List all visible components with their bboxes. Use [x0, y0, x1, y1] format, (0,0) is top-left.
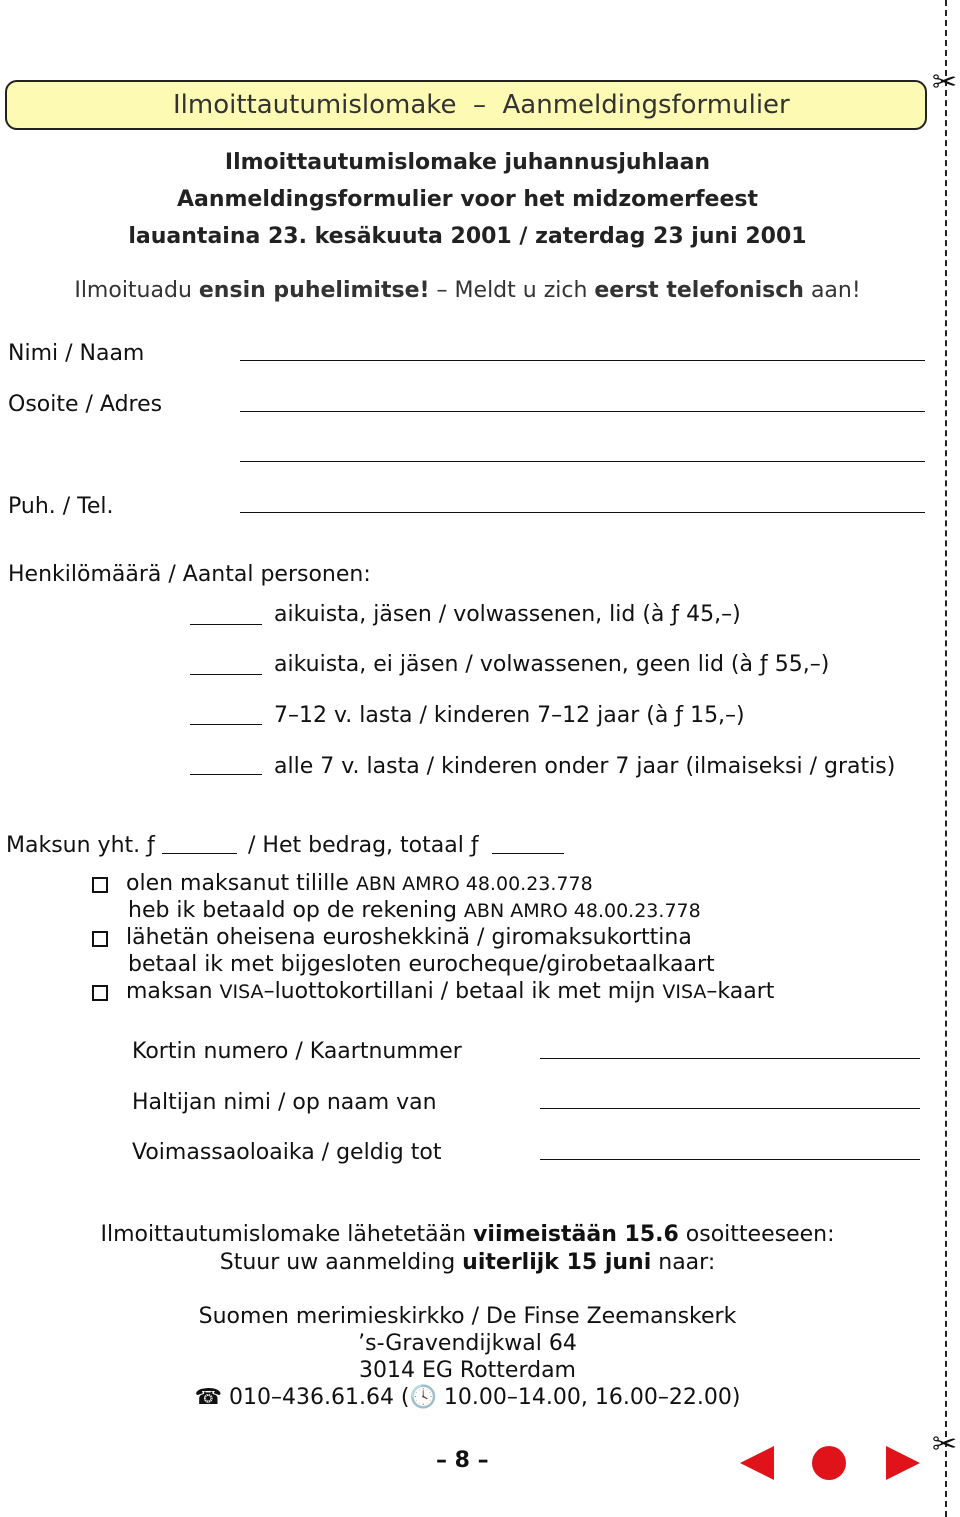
card-number-field[interactable]	[540, 1058, 920, 1059]
address-field-line-2[interactable]	[240, 461, 925, 462]
persons-row: aikuista, ei jäsen / volwassenen, geen lid (à ƒ 55,–)	[274, 652, 830, 677]
persons-count-field[interactable]	[190, 624, 262, 625]
pay-cheque-checkbox[interactable]	[92, 931, 108, 947]
deadline-nl-bold: uiterlijk 15 juni	[462, 1250, 652, 1275]
notice-fi-bold: ensin puhelimitse!	[198, 278, 430, 303]
pay-cheque-fi-text: lähetän oheisena euroshekkinä / giromaksukorttina	[126, 925, 692, 950]
card-holder-field[interactable]	[540, 1108, 920, 1109]
pay-visa-post: –kaart	[706, 979, 775, 1004]
name-field[interactable]	[240, 360, 925, 361]
account-number: 48.00.23.778	[567, 900, 701, 922]
scissors-icon: ✂	[932, 65, 958, 100]
persons-heading: Henkilömäärä / Aantal personen:	[8, 562, 371, 587]
notice-nl-text: Meldt u zich	[454, 278, 595, 303]
persons-count-field[interactable]	[190, 674, 262, 675]
telephone-icon: ☎	[194, 1385, 222, 1410]
clock-icon: 🕓	[409, 1385, 437, 1410]
deadline-nl-text: Stuur uw aanmelding	[219, 1250, 463, 1275]
notice-separator: –	[429, 278, 455, 303]
phone-label: Puh. / Tel.	[8, 494, 114, 519]
pay-visa-checkbox[interactable]	[92, 985, 108, 1001]
visa-label: VISA	[219, 981, 264, 1003]
pay-visa-mid: –luottokortillani / betaal ik met mijn	[263, 979, 663, 1004]
persons-row: 7–12 v. lasta / kinderen 7–12 jaar (à ƒ 15,–)	[274, 703, 745, 728]
card-holder-label: Haltijan nimi / op naam van	[132, 1090, 437, 1115]
pay-bank-nl-label: heb ik betaald op de rekening	[128, 898, 464, 923]
opening-hours: 10.00–14.00, 16.00–22.00)	[436, 1385, 741, 1410]
deadline-nl	[0, 1250, 935, 1275]
title-banner	[5, 80, 927, 130]
scissors-icon: ✂	[932, 1427, 958, 1462]
account-number: 48.00.23.778	[459, 873, 593, 895]
payment-total-fi-field[interactable]	[162, 853, 237, 854]
phone-field[interactable]	[240, 512, 925, 513]
notice-nl-post: aan!	[803, 278, 861, 303]
card-valid-label: Voimassaoloaika / geldig tot	[132, 1140, 442, 1165]
persons-row: alle 7 v. lasta / kinderen onder 7 jaar (ilmaiseksi / gratis)	[274, 754, 896, 779]
pay-cheque-nl-text: betaal ik met bijgesloten eurocheque/girobetaalkaart	[128, 952, 715, 977]
header-line-2: Aanmeldingsformulier voor het midzomerfeest	[176, 187, 759, 212]
pay-visa-pre: maksan	[126, 979, 220, 1004]
payment-total-nl-field[interactable]	[492, 853, 564, 854]
pay-bank-fi-label: olen maksanut tilille	[126, 871, 356, 896]
notice-fi-text: Ilmoituadu	[74, 278, 199, 303]
name-label: Nimi / Naam	[8, 341, 145, 366]
visa-label: VISA	[662, 981, 707, 1003]
deadline-fi-bold: viimeistään 15.6	[473, 1222, 679, 1247]
prev-arrow-icon[interactable]	[740, 1446, 774, 1480]
notice-nl-bold: eerst telefonisch	[594, 278, 804, 303]
address-label: Osoite / Adres	[8, 392, 163, 417]
deadline-fi-text: Ilmoittautumislomake lähetetään	[100, 1222, 474, 1247]
persons-count-field[interactable]	[190, 724, 262, 725]
payment-total-nl-label: / Het bedrag, totaal ƒ	[248, 833, 479, 858]
address-line-2: ’s-Gravendijkwal 64	[358, 1331, 577, 1356]
bank-name: ABN AMRO	[463, 900, 568, 922]
deadline-nl-post: naar:	[651, 1250, 716, 1275]
payment-total-fi-label: Maksun yht. ƒ	[6, 833, 155, 858]
pay-visa-text	[126, 979, 774, 1004]
phone-notice	[0, 278, 935, 303]
card-number-label: Kortin numero / Kaartnummer	[132, 1039, 462, 1064]
dot-icon[interactable]	[812, 1446, 846, 1480]
header-line-1: Ilmoittautumislomake juhannusjuhlaan	[224, 150, 711, 175]
address-field[interactable]	[240, 411, 925, 412]
persons-count-field[interactable]	[190, 774, 262, 775]
address-line-3: 3014 EG Rotterdam	[358, 1358, 576, 1383]
pay-bank-checkbox[interactable]	[92, 877, 108, 893]
phone-number: 010–436.61.64 (	[221, 1385, 410, 1410]
pay-bank-fi-text	[126, 871, 593, 896]
cut-line	[945, 0, 947, 1517]
persons-row: aikuista, jäsen / volwassenen, lid (à ƒ 45,–)	[274, 602, 741, 627]
page-title: Ilmoittautumislomake – Aanmeldingsformulier	[173, 90, 790, 120]
deadline-fi-post: osoitteeseen:	[678, 1222, 835, 1247]
pay-bank-nl-text	[128, 898, 701, 923]
deadline-fi	[0, 1222, 935, 1247]
contact-line	[0, 1385, 935, 1410]
card-valid-field[interactable]	[540, 1159, 920, 1160]
page-number: – 8 –	[436, 1448, 489, 1473]
bank-name: ABN AMRO	[355, 873, 460, 895]
header-line-3: lauantaina 23. kesäkuuta 2001 / zaterdag 23 juni 2001	[128, 224, 807, 249]
next-arrow-icon[interactable]	[886, 1446, 920, 1480]
address-line-1: Suomen merimieskirkko / De Finse Zeemanskerk	[198, 1304, 737, 1329]
